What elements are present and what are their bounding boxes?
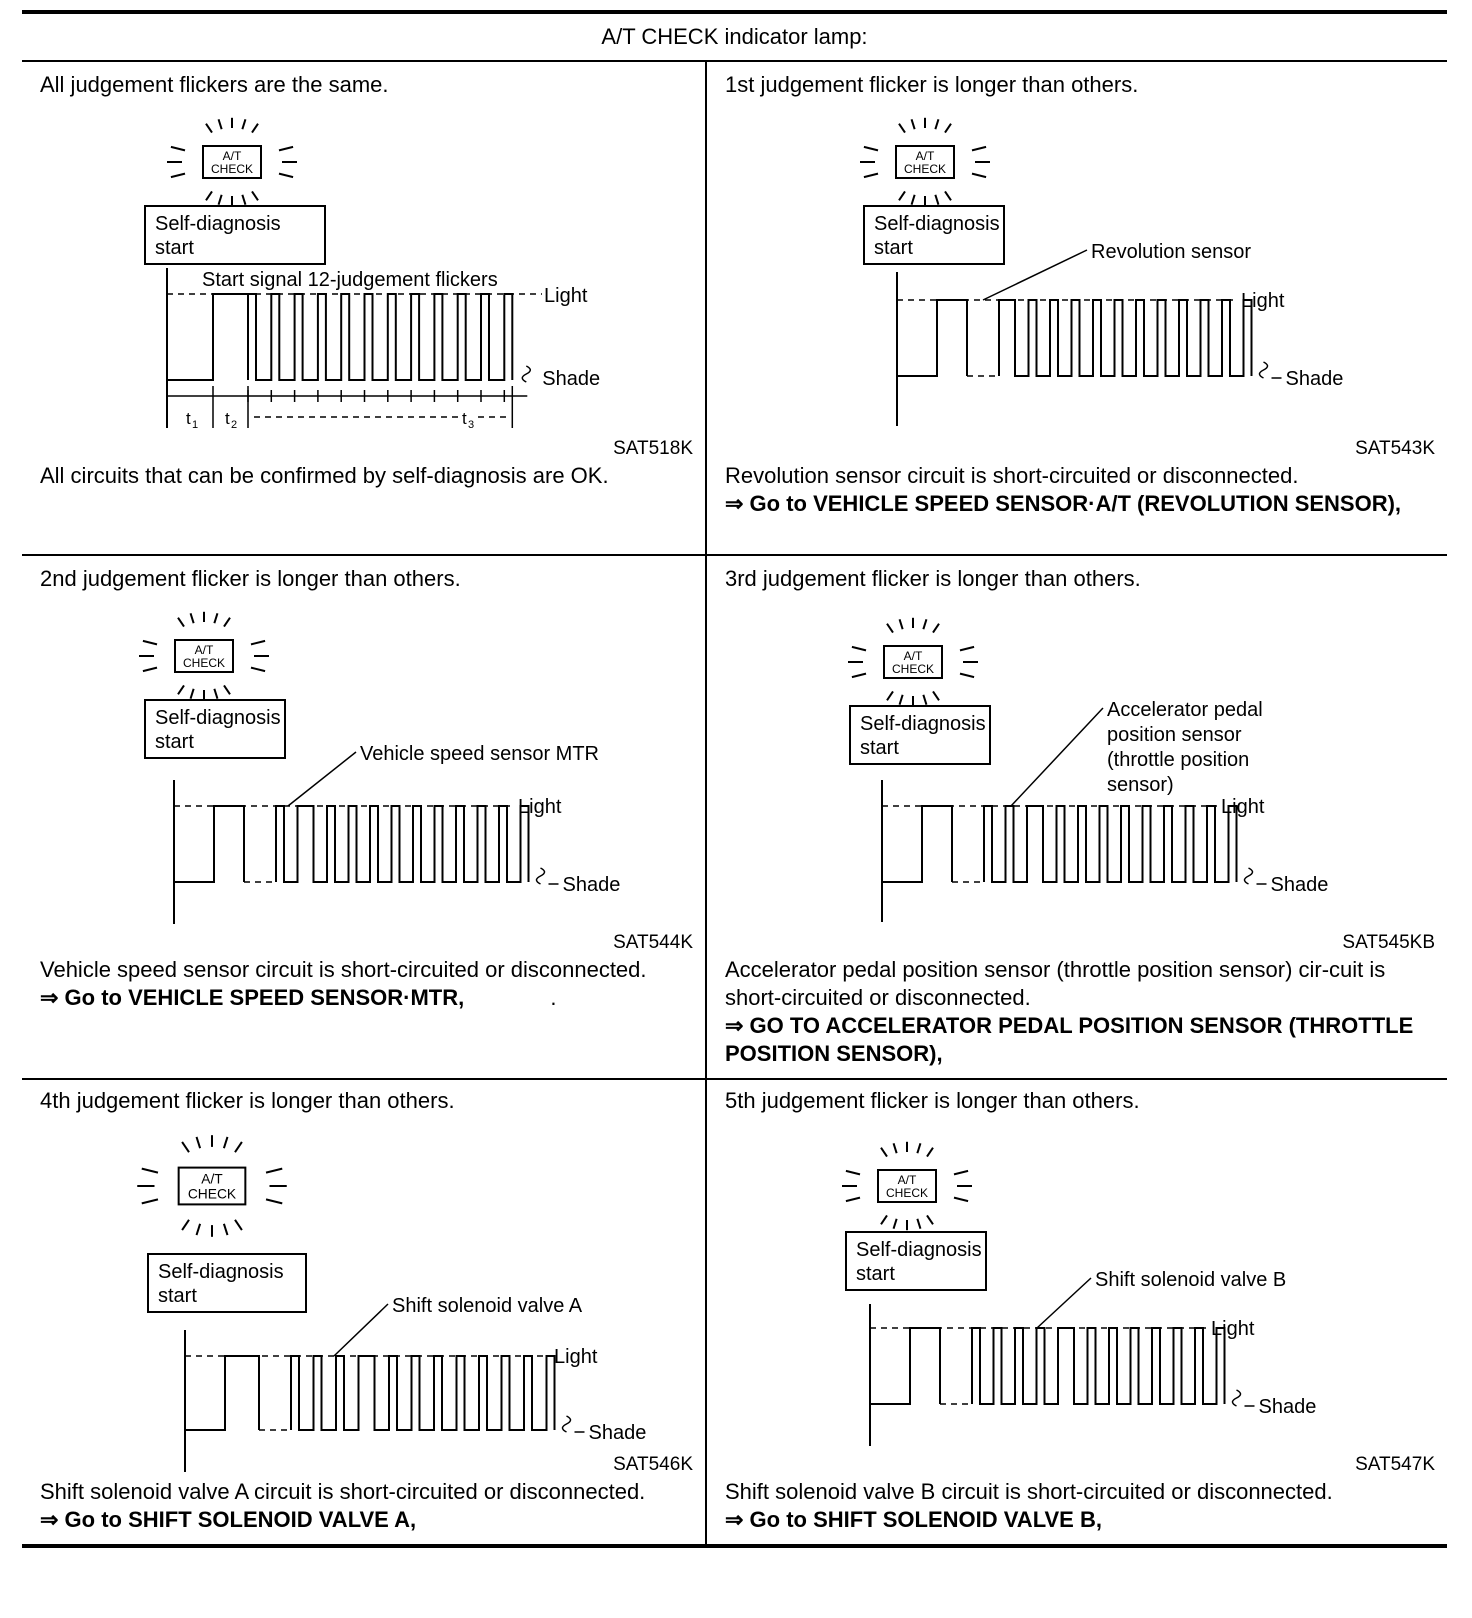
lamp-ray — [899, 124, 905, 133]
lamp-label-check: CHECK — [891, 662, 935, 676]
shade-label: Shade — [562, 874, 621, 896]
shade-label: Shade — [1270, 874, 1329, 896]
flicker-diagram — [22, 1026, 705, 1466]
lamp-ray — [887, 691, 893, 700]
self-diagnosis-label: Self-diagnosis — [158, 1261, 284, 1283]
light-label: Light — [518, 796, 562, 818]
lamp-ray — [933, 691, 939, 700]
t1-label: t — [186, 409, 191, 428]
bottom-rule — [22, 1544, 1447, 1548]
lamp-ray — [235, 1142, 242, 1152]
figure-code: SAT518K — [613, 438, 693, 459]
lamp-ray — [178, 685, 184, 694]
lamp-ray — [242, 195, 245, 205]
lamp-ray — [142, 1169, 158, 1173]
lamp-ray — [182, 1142, 189, 1152]
cell-heading: 2nd judgement flicker is longer than others. — [40, 566, 461, 591]
sensor-label: Shift solenoid valve B — [1095, 1269, 1287, 1291]
lamp-ray — [266, 1199, 282, 1203]
lamp-ray — [252, 124, 258, 133]
cell-all-same — [22, 10, 705, 554]
sensor-leader-line — [334, 1304, 388, 1356]
sensor-label: Shift solenoid valve A — [392, 1295, 583, 1317]
flicker-diagram — [707, 10, 1447, 450]
description-text: Revolution sensor circuit is short-circuited or disconnected. — [725, 463, 1299, 488]
start-signal-wave — [882, 806, 952, 882]
lamp-ray — [935, 119, 938, 129]
t3-label-sub: 3 — [468, 419, 475, 431]
lamp-label-at: A/T — [222, 149, 242, 163]
lamp-ray — [143, 668, 157, 671]
trailing-dot: . — [550, 985, 557, 1010]
action-link[interactable]: ⇒ Go to SHIFT SOLENOID VALVE A, — [40, 1507, 417, 1532]
cell-1st-flicker — [707, 10, 1447, 554]
description-text: Accelerator pedal position sensor (throttle position sensor) cir-cuit is short-circuited or disconnected. — [725, 957, 1386, 1010]
lamp-ray — [235, 1220, 242, 1230]
cell-description — [40, 462, 693, 490]
lamp-ray — [846, 1171, 860, 1174]
description-text: Vehicle speed sensor circuit is short-circuited or disconnected. — [40, 957, 647, 982]
sensor-label: position sensor — [1107, 724, 1242, 746]
cell-heading: All judgement flickers are the same. — [40, 72, 389, 97]
lamp-ray — [954, 1171, 968, 1174]
lamp-ray — [143, 641, 157, 644]
lamp-ray — [881, 1215, 887, 1224]
t2-label-sub: 2 — [231, 419, 238, 431]
flicker-diagram — [22, 504, 705, 944]
lamp-ray — [899, 191, 905, 200]
lamp-ray — [923, 695, 926, 705]
lamp-ray — [252, 191, 258, 200]
sensor-label: (throttle position — [1107, 749, 1250, 771]
lamp-ray — [923, 619, 926, 629]
light-label: Light — [1211, 1318, 1255, 1340]
cell-5th-flicker — [707, 1026, 1447, 1544]
t3-label: t — [462, 409, 467, 428]
start-signal-wave — [897, 300, 967, 376]
start-signal-wave — [167, 294, 248, 380]
lamp-ray — [894, 1219, 897, 1229]
judgement-flickers-wave — [984, 806, 1237, 882]
lamp-ray — [266, 1169, 282, 1173]
lamp-ray — [224, 1137, 228, 1148]
lamp-ray — [191, 689, 194, 699]
self-diagnosis-start-label: start — [856, 1263, 895, 1285]
cell-description — [40, 956, 693, 1012]
self-diagnosis-label: Self-diagnosis — [856, 1239, 982, 1261]
self-diagnosis-label: Self-diagnosis — [874, 213, 1000, 235]
flicker-diagram — [707, 1026, 1447, 1466]
lamp-ray — [251, 668, 265, 671]
lamp-ray — [852, 674, 866, 677]
lamp-ray — [214, 613, 217, 623]
lamp-label-at: A/T — [915, 149, 935, 163]
self-diagnosis-start-label: start — [860, 737, 899, 759]
shade-break-mark — [1233, 1390, 1241, 1406]
lamp-label-check: CHECK — [885, 1186, 929, 1200]
lamp-ray — [182, 1220, 189, 1230]
cell-heading: 3rd judgement flicker is longer than others. — [725, 566, 1141, 591]
lamp-ray — [887, 624, 893, 633]
lamp-ray — [219, 119, 222, 129]
lamp-ray — [917, 1219, 920, 1229]
lamp-label-at: A/T — [194, 643, 214, 657]
lamp-ray — [972, 174, 986, 177]
cell-description — [725, 1478, 1435, 1534]
shade-label: Shade — [542, 368, 601, 390]
action-link[interactable]: ⇒ Go to VEHICLE SPEED SENSOR·A/T (REVOLUTION SENSOR), — [725, 491, 1402, 516]
start-signal-wave — [185, 1356, 259, 1430]
start-signal-label: Start signal 12-judgement flickers — [202, 269, 498, 291]
figure-code: SAT547K — [1355, 1454, 1435, 1475]
lamp-ray — [224, 685, 230, 694]
lamp-ray — [927, 1148, 933, 1157]
lamp-ray — [197, 1224, 201, 1235]
sensor-label: Revolution sensor — [1091, 241, 1252, 263]
lamp-label-check: CHECK — [182, 656, 226, 670]
lamp-ray — [206, 124, 212, 133]
self-diagnosis-label: Self-diagnosis — [155, 213, 281, 235]
lamp-ray — [881, 1148, 887, 1157]
lamp-label-at: A/T — [897, 1173, 917, 1187]
figure-code: SAT545KB — [1342, 932, 1435, 953]
cell-4th-flicker — [22, 1026, 705, 1544]
judgement-flickers-wave — [972, 1328, 1225, 1404]
lamp-ray — [219, 195, 222, 205]
sensor-label: sensor) — [1107, 774, 1174, 796]
lamp-ray — [912, 195, 915, 205]
light-label: Light — [554, 1346, 598, 1368]
self-diagnosis-label: Self-diagnosis — [860, 713, 986, 735]
light-label: Light — [1241, 290, 1285, 312]
light-label: Light — [544, 285, 588, 307]
lamp-ray — [900, 695, 903, 705]
cell-2nd-flicker — [22, 504, 705, 1078]
table-header: A/T CHECK indicator lamp: — [601, 24, 868, 49]
shade-break-mark — [563, 1416, 571, 1432]
description-text: All circuits that can be confirmed by self-diagnosis are OK. — [40, 463, 609, 488]
lamp-label-at: A/T — [903, 649, 923, 663]
lamp-ray — [206, 191, 212, 200]
shade-break-mark — [522, 366, 530, 382]
lamp-ray — [191, 613, 194, 623]
lamp-ray — [214, 689, 217, 699]
lamp-ray — [279, 147, 293, 150]
self-diagnosis-start-label: start — [155, 731, 194, 753]
sensor-label: Accelerator pedal — [1107, 699, 1263, 721]
lamp-ray — [224, 618, 230, 627]
action-link[interactable]: ⇒ GO TO ACCELERATOR PEDAL POSITION SENSOR (THROTTLE POSITION SENSOR), — [725, 1013, 1414, 1066]
lamp-ray — [864, 147, 878, 150]
lamp-label-at: A/T — [201, 1171, 223, 1187]
figure-code: SAT544K — [613, 932, 693, 953]
action-link[interactable]: ⇒ Go to VEHICLE SPEED SENSOR·MTR, — [40, 985, 465, 1010]
sensor-label: Vehicle speed sensor MTR — [360, 743, 600, 765]
judgement-flickers-wave — [276, 806, 529, 882]
lamp-ray — [171, 147, 185, 150]
lamp-label-check: CHECK — [210, 162, 254, 176]
lamp-ray — [972, 147, 986, 150]
lamp-label-check: CHECK — [903, 162, 947, 176]
lamp-ray — [912, 119, 915, 129]
shade-label: Shade — [1258, 1396, 1317, 1418]
cell-heading: 4th judgement flicker is longer than others. — [40, 1088, 455, 1113]
self-diagnosis-start-label: start — [155, 237, 194, 259]
lamp-ray — [900, 619, 903, 629]
flicker-diagram — [707, 504, 1447, 944]
judgement-flickers-wave — [248, 294, 512, 380]
cell-heading: 1st judgement flicker is longer than others. — [725, 72, 1139, 97]
self-diagnosis-start-label: start — [158, 1285, 197, 1307]
lamp-ray — [852, 647, 866, 650]
lamp-ray — [917, 1143, 920, 1153]
shade-break-mark — [1260, 362, 1268, 378]
sensor-leader-line — [1037, 1278, 1091, 1328]
lamp-ray — [178, 618, 184, 627]
description-text: Shift solenoid valve A circuit is short-circuited or disconnected. — [40, 1479, 646, 1504]
lamp-ray — [197, 1137, 201, 1148]
start-signal-wave — [870, 1328, 940, 1404]
cell-3rd-flicker — [707, 504, 1447, 1078]
lamp-ray — [894, 1143, 897, 1153]
lamp-ray — [171, 174, 185, 177]
lamp-ray — [142, 1199, 158, 1203]
light-label: Light — [1221, 796, 1265, 818]
figure-code: SAT543K — [1355, 438, 1435, 459]
sensor-leader-line — [288, 752, 356, 806]
lamp-label-check: CHECK — [187, 1186, 237, 1202]
diagnosis-table — [22, 10, 1447, 1608]
lamp-ray — [960, 647, 974, 650]
start-signal-wave — [174, 806, 244, 882]
action-link[interactable]: ⇒ Go to SHIFT SOLENOID VALVE B, — [725, 1507, 1102, 1532]
lamp-ray — [935, 195, 938, 205]
lamp-ray — [933, 624, 939, 633]
sensor-leader-line — [983, 250, 1087, 300]
cell-heading: 5th judgement flicker is longer than others. — [725, 1088, 1140, 1113]
lamp-ray — [945, 124, 951, 133]
lamp-ray — [279, 174, 293, 177]
sensor-leader-line — [1011, 708, 1103, 806]
lamp-ray — [954, 1198, 968, 1201]
description-text: Shift solenoid valve B circuit is short-circuited or disconnected. — [725, 1479, 1333, 1504]
cell-description — [40, 1478, 693, 1534]
judgement-flickers-wave — [999, 300, 1252, 376]
t1-label-sub: 1 — [192, 419, 199, 431]
shade-break-mark — [537, 868, 545, 884]
figure-code: SAT546K — [613, 1454, 693, 1475]
self-diagnosis-start-label: start — [874, 237, 913, 259]
shade-label: Shade — [1285, 368, 1344, 390]
lamp-ray — [251, 641, 265, 644]
self-diagnosis-label: Self-diagnosis — [155, 707, 281, 729]
lamp-ray — [864, 174, 878, 177]
lamp-ray — [960, 674, 974, 677]
lamp-ray — [224, 1224, 228, 1235]
flicker-diagram — [22, 10, 705, 450]
lamp-ray — [945, 191, 951, 200]
shade-label: Shade — [588, 1422, 647, 1444]
lamp-ray — [927, 1215, 933, 1224]
judgement-flickers-wave — [291, 1356, 555, 1430]
lamp-ray — [242, 119, 245, 129]
shade-break-mark — [1245, 868, 1253, 884]
t2-label: t — [225, 409, 230, 428]
lamp-ray — [846, 1198, 860, 1201]
